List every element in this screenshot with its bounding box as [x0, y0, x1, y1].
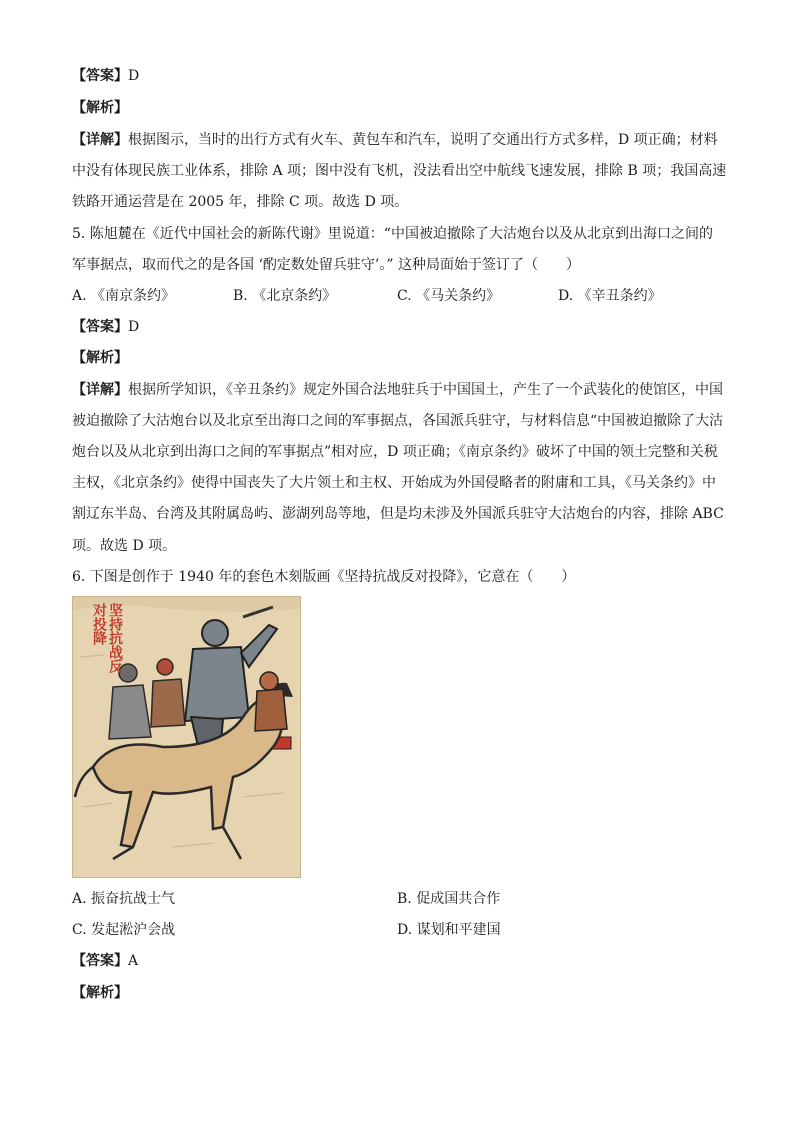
q5-detail-line — [72, 380, 723, 400]
detail-text: 根据图示，当时的出行方式有火车、黄包车和汽车，说明了交通出行方式多样，D 项正确；材料 — [128, 132, 718, 148]
q5-analysis-line — [72, 348, 128, 368]
q5-answer-line — [72, 317, 139, 337]
q5-detail-line: 主权，《北京条约》使得中国丧失了大片领土和主权、开始成为外国侵略者的附庸和工具，《马关条约》中 — [72, 475, 716, 491]
q5-option-b: B. 《北京条约》 — [233, 288, 337, 304]
q6-answer-line — [72, 951, 138, 971]
woodcut-print-image — [72, 596, 301, 878]
answer-tag: 【答案】 — [72, 319, 128, 335]
q4-answer-line — [72, 66, 139, 86]
q6-analysis-line — [72, 983, 128, 1003]
q5-option-d: D. 《辛丑条约》 — [558, 288, 662, 304]
answer-value: D — [128, 68, 140, 84]
q4-detail-line: 中没有体现民族工业体系，排除 A 项；图中没有飞机，没法看出空中航线飞速发展，排除 B 项；我国高速 — [72, 163, 727, 179]
analysis-tag: 【解析】 — [72, 985, 128, 1001]
q6-option-b: B. 促成国共合作 — [397, 891, 501, 907]
q5-option-a: A. 《南京条约》 — [72, 288, 176, 304]
poster-title: 坚持抗战反对投降 — [91, 603, 123, 673]
q5-detail-line: 炮台以及从北京到出海口之间的军事据点”相对应，D 项正确；《南京条约》破坏了中国的领土完整和关税 — [72, 444, 718, 460]
q6-option-a: A. 振奋抗战士气 — [72, 891, 176, 907]
q4-detail-line — [72, 130, 718, 150]
q6-option-c: C. 发起淞沪会战 — [72, 922, 176, 938]
analysis-tag: 【解析】 — [72, 100, 128, 116]
answer-value: D — [128, 319, 140, 335]
q5-stem-line: 军事据点，取而代之的是各国 ‘酌定数处留兵驻守’。” 这种局面始于签订了（ ） — [72, 257, 580, 273]
analysis-tag: 【解析】 — [72, 350, 128, 366]
detail-tag: 【详解】 — [72, 132, 128, 148]
q5-stem-line: 5. 陈旭麓在《近代中国社会的新陈代谢》里说道：“中国被迫撤除了大沽炮台以及从北京到出海口之间的 — [72, 226, 713, 242]
answer-tag: 【答案】 — [72, 68, 128, 84]
q5-detail-line: 割辽东半岛、台湾及其附属岛屿、澎湖列岛等地，但是均未涉及外国派兵驻守大沽炮台的内容，排除 ABC — [72, 506, 724, 522]
q6-option-d: D. 谋划和平建国 — [397, 922, 501, 938]
q5-option-c: C. 《马关条约》 — [397, 288, 501, 304]
q6-stem: 6. 下图是创作于 1940 年的套色木刻版画《坚持抗战反对投降》，它意在（ ） — [72, 569, 576, 585]
answer-tag: 【答案】 — [72, 953, 128, 969]
q5-detail-line: 项。故选 D 项。 — [72, 538, 177, 554]
detail-text: 根据所学知识，《辛丑条约》规定外国合法地驻兵于中国国土，产生了一个武装化的使馆区，中国 — [128, 382, 723, 398]
detail-tag: 【详解】 — [72, 382, 128, 398]
q4-analysis-line — [72, 98, 128, 118]
answer-value: A — [128, 953, 139, 969]
q5-detail-line: 被迫撤除了大沽炮台以及北京至出海口之间的军事据点，各国派兵驻守，与材料信息“中国被迫撤除了大沽 — [72, 413, 724, 429]
q4-detail-line: 铁路开通运营是在 2005 年，排除 C 项。故选 D 项。 — [72, 194, 409, 210]
